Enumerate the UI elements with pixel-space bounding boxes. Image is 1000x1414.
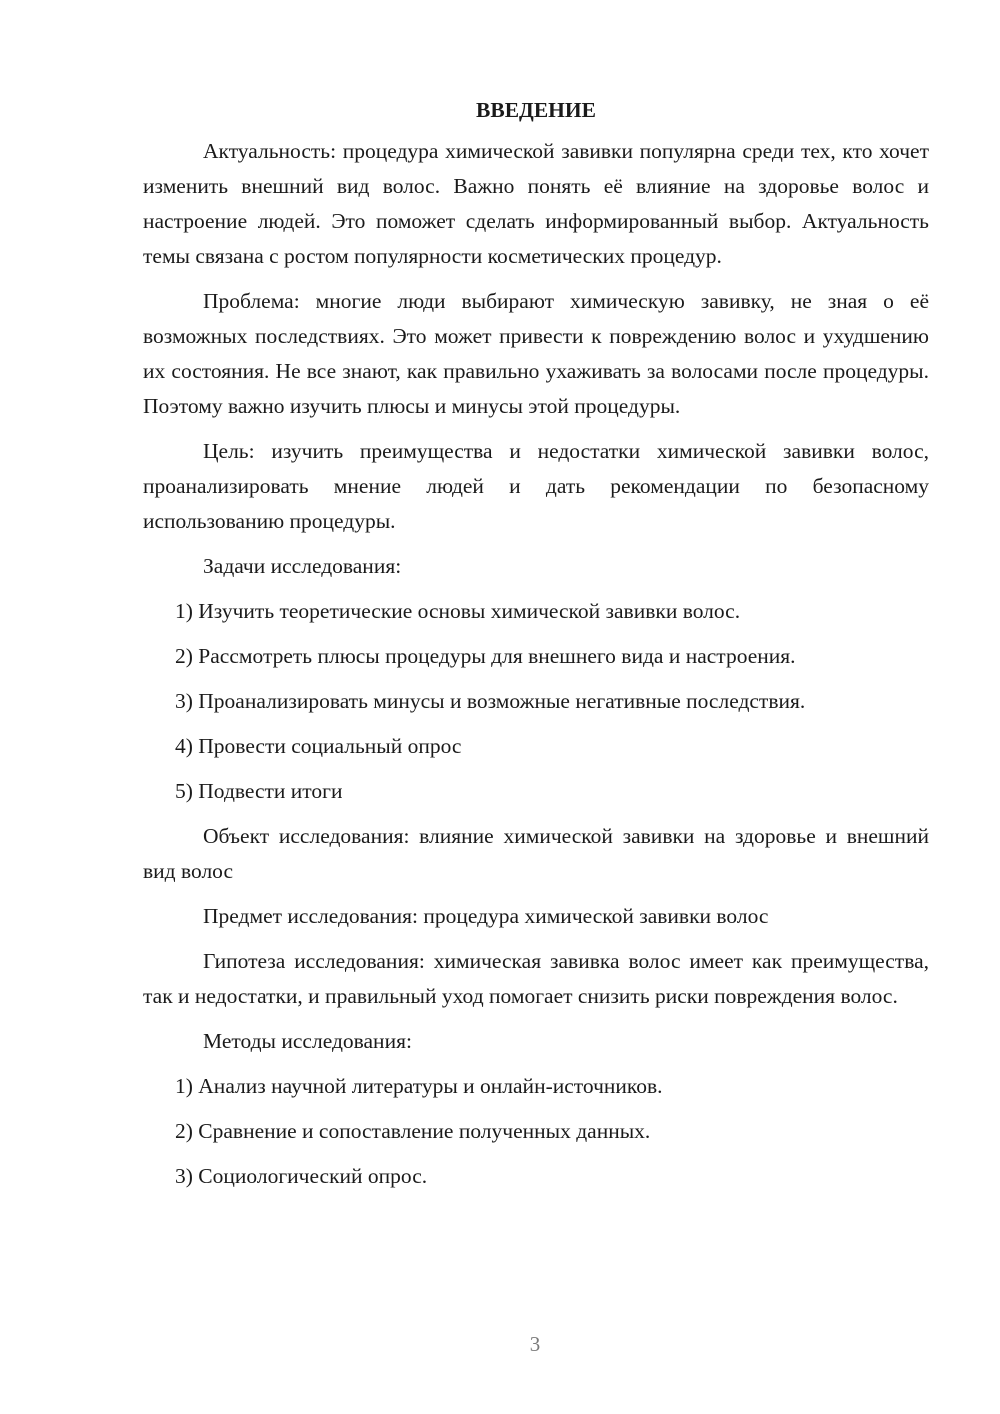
- page-heading: ВВЕДЕНИЕ: [476, 98, 596, 122]
- list-item: 1) Изучить теоретические основы химической завивки волос.: [175, 599, 741, 623]
- tasks-title: Задачи исследования:: [203, 554, 402, 578]
- list-item: 4) Провести социальный опрос: [175, 734, 462, 758]
- list-item: 2) Рассмотреть плюсы процедуры для внешнего вида и настроения.: [175, 644, 796, 668]
- page-number: 3: [529, 1332, 541, 1356]
- goal-paragraph: Цель: изучить преимущества и недостатки химической завивки волос, проанализировать мнение людей и дать рекомендации по безопасному использованию процедуры.: [143, 439, 929, 533]
- methods-title: Методы исследования:: [203, 1029, 412, 1053]
- hypothesis-paragraph: Гипотеза исследования: химическая завивка волос имеет как преимущества, так и недостатки, и правильный уход помогает снизить риски повреждения волос.: [143, 949, 929, 1008]
- subject-paragraph: Предмет исследования: процедура химической завивки волос: [203, 904, 769, 928]
- object-paragraph: Объект исследования: влияние химической завивки на здоровье и внешний вид волос: [143, 824, 929, 883]
- list-item: 3) Проанализировать минусы и возможные негативные последствия.: [175, 689, 806, 713]
- methods-list: [143, 1069, 929, 1194]
- list-item: 2) Сравнение и сопоставление полученных данных.: [175, 1119, 651, 1143]
- document-page: [143, 92, 929, 1204]
- tasks-list: [143, 594, 929, 809]
- list-item: 3) Социологический опрос.: [175, 1164, 428, 1188]
- relevance-paragraph: Актуальность: процедура химической завивки популярна среди тех, кто хочет изменить внешний вид волос. Важно понять её влияние на здоровье волос и настроение людей. Это поможет сделать информированный выбор. Актуальность темы связана с ростом популярности косметических процедур.: [143, 139, 929, 268]
- problem-paragraph: Проблема: многие люди выбирают химическую завивку, не зная о её возможных последствиях. Это может привести к повреждению волос и ухудшению их состояния. Не все знают, как правильно ухаживать за волосами после процедуры. Поэтому важно изучить плюсы и минусы этой процедуры.: [143, 289, 929, 418]
- list-item: 5) Подвести итоги: [175, 779, 343, 803]
- list-item: 1) Анализ научной литературы и онлайн-источников.: [175, 1074, 663, 1098]
